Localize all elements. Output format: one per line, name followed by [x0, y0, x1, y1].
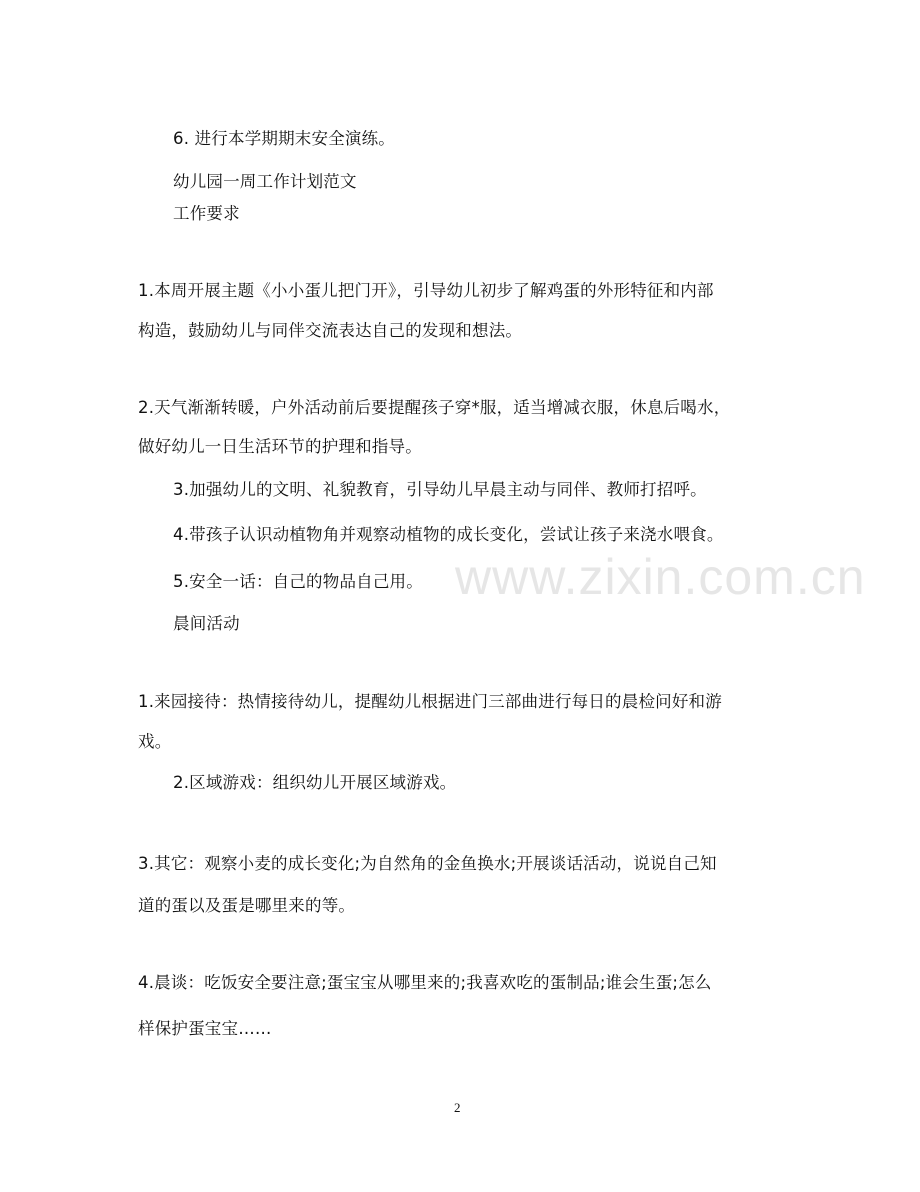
text-line: 戏。: [138, 732, 172, 751]
watermark: www.zixin.com.cn: [455, 549, 866, 605]
text-line: 4.晨谈：吃饭安全要注意;蛋宝宝从哪里来的;我喜欢吃的蛋制品;谁会生蛋;怎么: [138, 973, 712, 992]
page-number: 2: [454, 1100, 461, 1115]
text-line: 样保护蛋宝宝……: [138, 1019, 272, 1038]
text-line: 2.天气渐渐转暖，户外活动前后要提醒孩子穿*服，适当增减衣服，休息后喝水，: [138, 398, 731, 417]
text-line: 2.区域游戏：组织幼儿开展区域游戏。: [173, 773, 457, 792]
text-line: 3.其它：观察小麦的成长变化;为自然角的金鱼换水;开展谈话活动，说说自己知: [138, 854, 717, 873]
text-line: 1.本周开展主题《小小蛋儿把门开》，引导幼儿初步了解鸡蛋的外形特征和内部: [138, 281, 714, 300]
text-line: 幼儿园一周工作计划范文: [173, 172, 357, 191]
text-line: 3.加强幼儿的文明、礼貌教育，引导幼儿早晨主动与同伴、教师打招呼。: [173, 480, 707, 499]
text-line: 4.带孩子认识动植物角并观察动植物的成长变化，尝试让孩子来浇水喂食。: [173, 525, 724, 544]
text-line: 做好幼儿一日生活环节的护理和指导。: [138, 437, 422, 456]
text-line: 1.来园接待：热情接待幼儿，提醒幼儿根据进门三部曲进行每日的晨检问好和游: [138, 692, 722, 711]
section-heading: 晨间活动: [173, 614, 240, 633]
text-line: 5.安全一话：自己的物品自己用。: [173, 572, 423, 591]
text-line: 6. 进行本学期期末安全演练。: [173, 129, 395, 148]
text-line: 构造，鼓励幼儿与同伴交流表达自己的发现和想法。: [138, 321, 523, 340]
text-line: 道的蛋以及蛋是哪里来的等。: [138, 896, 356, 915]
text-line: 工作要求: [173, 204, 240, 223]
